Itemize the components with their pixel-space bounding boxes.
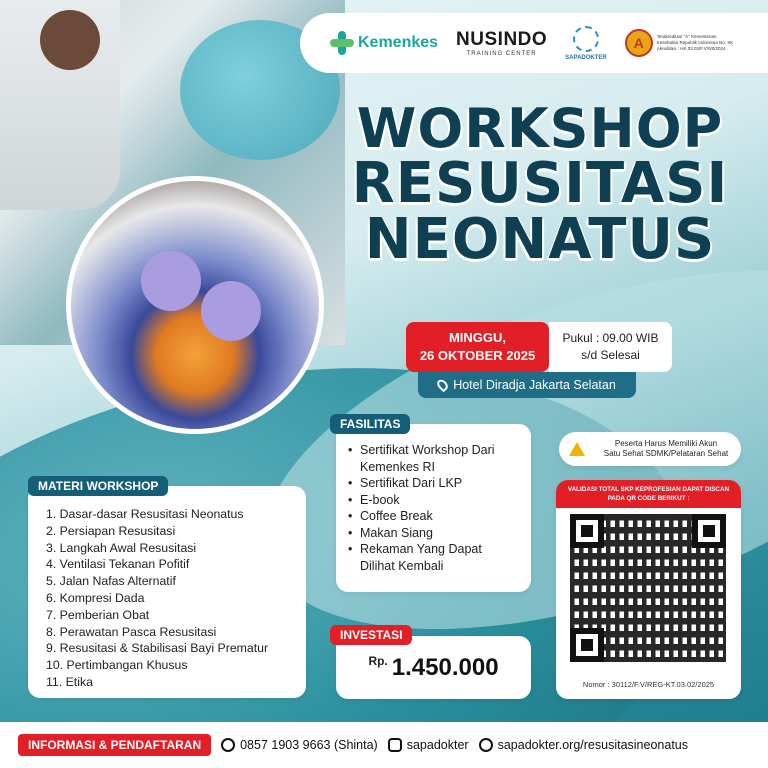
event-date: MINGGU, 26 OKTOBER 2025 [406,322,549,372]
qr-finder-bottom-left [570,628,604,662]
materi-list [46,506,306,691]
kemenkes-icon [330,31,354,55]
info-label: INFORMASI & PENDAFTARAN [18,734,211,756]
fasilitas-item: • Rekaman Yang Dapat Dilihat Kembali [348,541,519,574]
instagram-icon [388,738,402,752]
investasi-card: Rp. 1.450.000 [336,636,531,699]
fasilitas-item: • Coffee Break [348,508,519,525]
sapadokter-logo: SAPADOKTER [565,26,607,61]
materi-item: 1. Dasar-dasar Resusitasi Neonatus [46,507,244,521]
sapadokter-icon [573,26,599,52]
materi-card [28,486,306,698]
fasilitas-item: • E-book [348,492,519,509]
qr-finder-top-left [570,514,604,548]
neonatal-resuscitation-photo [66,176,324,434]
qr-finder-top-right [692,514,726,548]
materi-label: MATERI WORKSHOP [28,476,168,496]
materi-item: 6. Kompresi Dada [46,590,145,605]
event-venue: Hotel Diradja Jakarta Selatan [418,372,636,398]
glove-left [141,251,201,311]
warning-icon [569,442,585,456]
qr-header: VALIDASI TOTAL SKP KEPROFESIAN DAPAT DISCAN PADA QR CODE BERIKUT : [556,480,741,508]
whatsapp-icon [221,738,235,752]
glove-right [201,281,261,341]
instructor-head [40,10,100,70]
materi-item: 2. Persiapan Resusitasi [46,523,176,538]
location-pin-icon [435,378,450,393]
materi-item: 8. Perawatan Pasca Resusitasi [46,624,217,639]
akreditasi-logo: A Terakreditasi "A" Kementerian Kesehatan Republik Indonesia No. SK Akreditasi : HK.03.02/F.V/0/0/2024 [625,29,737,57]
materi-item: 10. Pertimbangan Khusus [46,658,188,673]
materi-item: 11. Etika [46,674,93,689]
fasilitas-list [348,442,519,574]
fasilitas-item: • Makan Siang [348,525,519,542]
globe-icon [479,738,493,752]
instagram-link[interactable]: sapadokter [388,738,469,752]
page-title: WORKSHOP RESUSITASI NEONATUS [351,97,729,272]
footer [0,722,768,768]
materi-item: 5. Jalan Nafas Alternatif [46,574,176,589]
materi-item: 7. Pemberian Obat [46,607,150,622]
account-notice: Peserta Harus Memiliki Akun Satu Sehat SDMK/Pelataran Sehat [559,432,741,466]
nusindo-logo: NUSINDO TRAINING CENTER [456,28,548,57]
fasilitas-item: • Sertifikat Workshop Dari Kemenkes RI [348,442,519,475]
materi-item: 4. Ventilasi Tekanan Pofitif [46,557,190,572]
materi-item: 9. Resusitasi & Stabilisasi Bayi Prematur [46,641,269,656]
event-time: Pukul : 09.00 WIB s/d Selesai [549,322,672,372]
fasilitas-card [336,424,531,592]
logo-bar [300,13,768,73]
website-link[interactable]: sapadokter.org/resusitasineonatus [479,738,688,752]
whatsapp-contact[interactable]: 0857 1903 9663 (Shinta) [221,738,378,752]
investasi-label: INVESTASI [330,625,412,645]
fasilitas-label: FASILITAS [330,414,410,434]
price: 1.450.000 [391,653,499,681]
materi-item: 3. Langkah Awal Resusitasi [46,540,197,555]
qr-card [556,480,741,699]
kemenkes-logo: Kemenkes [330,31,438,55]
fasilitas-item: • Sertifikat Dari LKP [348,475,519,492]
qr-nomor: Nomor : 30112/F.V/REG-KT.03.02/2025 [582,680,715,689]
